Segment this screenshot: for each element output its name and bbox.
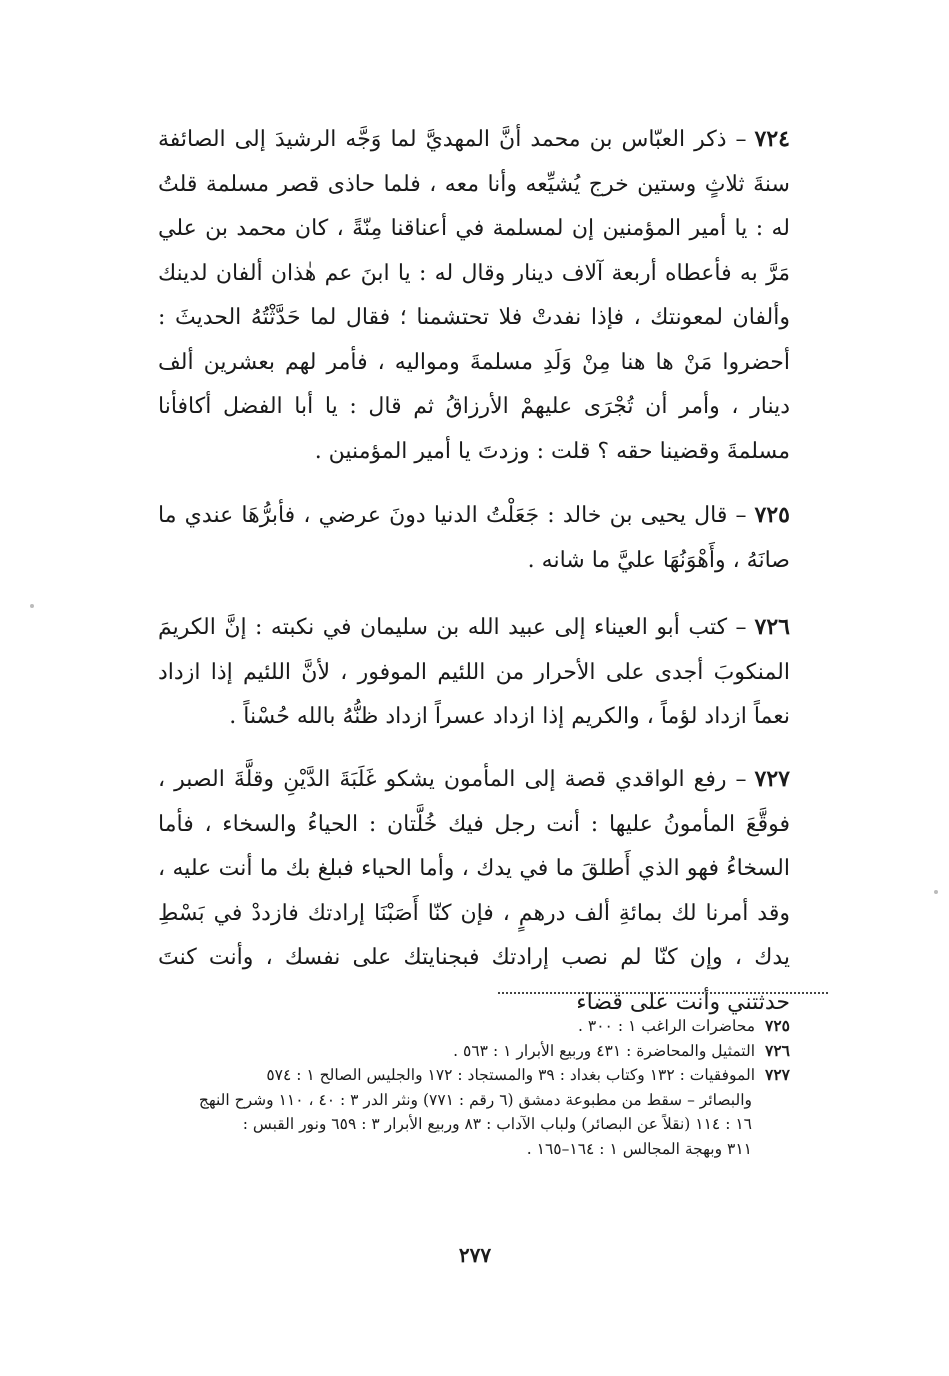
footnote-727-line-2 [158,1088,790,1113]
footnote-727-line-4 [158,1137,790,1162]
footnotes [158,1014,790,1161]
paragraph-number: ٧٢٧ [754,766,790,792]
footnote-line: التمثيل والمحاضرة : ٤٣١ وربيع الأبرار ١ : ٥٦٣ . [453,1041,756,1060]
paragraph-726 [158,605,790,740]
footnote-line: ٣١١ وبهجة المجالس ١ : ١٦٤–١٦٥ . [526,1139,752,1158]
footnote-726 [158,1039,790,1064]
scan-speck [934,890,938,894]
footnote-727 [158,1063,790,1088]
footnote-number: ٧٢٥ [765,1016,790,1035]
footnote-line: الموفقيات : ١٣٢ وكتاب بغداد : ٣٩ والمستجاد : ١٧٢ والجليس الصالح ١ : ٥٧٤ [266,1066,756,1084]
page-number: ٢٧٧ [458,1243,492,1267]
paragraph-text [158,493,790,583]
paragraph-body: – ذكر العبّاس بن محمد أنَّ المهديَّ لما وَجَّه الرشيدَ إلى الصائفة سنةَ ثلاثٍ وستين خرج يُشيِّعه وأنا معه ، فلما حاذى قصر مسلمة قلتُ له : يا أمير المؤمنين إن لمسلمة في أعناقنا مِنّةً ، كان محمد بن علي مَرَّ به فأعطاه أربعة آلاف دينار وقال له : يا ابنَ عم هٰذان ألفان لدينك وألفان لمعونتك ، فإذا نفدتْ فلا تحتشمنا ؛ فقال لما حَدَّثْتُهُ الحديثَ : أحضروا مَنْ ها هنا مِنْ وَلَدِ مسلمةَ ومواليه ، فأمر لهم بعشرين ألف دينار ، وأمر أن تُجْرَى عليهمْ الأرزاقُ ثم قال : يا أبا الفضل أكافأنا مسلمةَ وقضينا حقه ؟ قلت : وزدتَ يا أمير المؤمنين . [158,127,790,464]
footnote-line: محاضرات الراغب ١ : ٣٠٠ . [578,1017,756,1035]
paragraph-727 [158,757,790,1025]
footnote-number: ٧٢٦ [765,1040,790,1060]
paragraph-body: – قال يحيى بن خالد : جَعَلْتُ الدنيا دونَ عرضي ، فأبرُّهَا عندي ما صانَهُ ، وأَهْوَنُهَا عليَّ ما شانه . [158,503,790,573]
footnote-line: ١٦ : ١١٤ (نقلاً عن البصائر) ولباب الآداب : ٨٣ وربيع الأبرار ٣ : ٦٥٩ ونور القبس : [242,1115,752,1133]
paragraph-text [158,117,790,474]
paragraph-text [158,605,790,740]
footnote-line: والبصائر – سقط من مطبوعة دمشق (٦ رقم : ٧٧١) ونثر الدر ٣ : ٤٠ ، ١١٠ وشرح النهج [198,1090,752,1109]
paragraph-724 [158,117,790,474]
paragraph-725 [158,493,790,583]
paragraph-number: ٧٢٤ [754,126,790,152]
footnote-725 [158,1014,790,1039]
paragraph-number: ٧٢٥ [754,502,790,528]
footnote-number: ٧٢٧ [765,1065,790,1084]
footnote-divider [498,992,828,994]
scan-speck [30,604,34,608]
paragraph-body: – كتب أبو العيناء إلى عبيد الله بن سليمان في نكبته : إنَّ الكريمَ المنكوبَ أجدى على الأحرار من اللئيم الموفور ، لأنَّ اللئيم إذا ازداد نعماً ازداد لؤماً ، والكريم إذا ازداد عسراً ازداد ظنُّهُ بالله حُسْناً . [158,615,790,729]
paragraph-number: ٧٢٦ [754,614,790,640]
paragraph-text [158,757,790,1025]
paragraph-body: – رفع الواقدي قصة إلى المأمون يشكو غَلَبَةَ الدَّيْنِ وقلَّةَ الصبر ، فوقَّعَ المأمونُ عليها : أنت رجل فيك خُلَّتان : الحياءُ والسخاء ، فأما السخاءُ فهو الذي أَطلقَ ما في يدك ، وأما الحياء فبلغ بك ما أنت عليه ، وقد أمرنا لك بمائةِ ألف درهمٍ ، فإن كنّا أَصَبْنَا إرادتك فازددْ في بَسْطِ يدك ، وإن كنّا لم نصب إرادتك فبجنايتك على نفسك ، وأنت كنتَ حدثتني وأنت على قضاء [158,767,790,1015]
footnote-727-line-3 [158,1112,790,1137]
